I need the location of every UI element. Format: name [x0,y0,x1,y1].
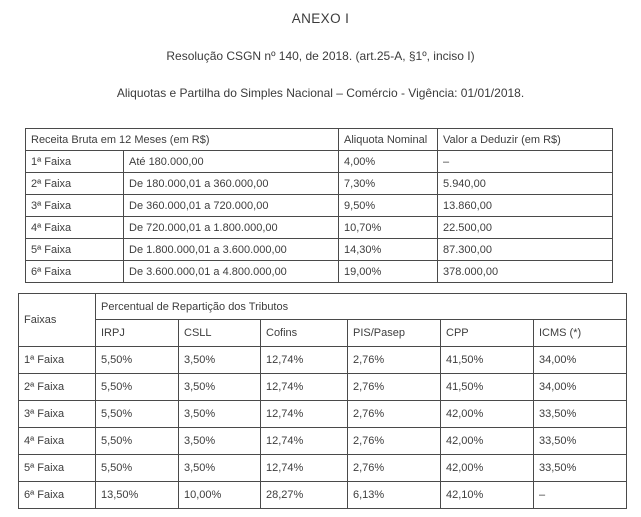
faixa-label: 3ª Faixa [26,195,124,217]
faixa-range: Até 180.000,00 [124,151,339,173]
table2-row [19,455,627,482]
pct-icms: 33,50% [534,401,627,428]
table1-row [26,195,613,217]
faixa-label: 2ª Faixa [26,173,124,195]
faixa-deduzir: – [438,151,613,173]
table2-header-faixas: Faixas [19,294,96,347]
pct-irpj: 5,50% [96,401,179,428]
scope-subtitle: Aliquotas e Partilha do Simples Nacional – Comércio - Vigência: 01/01/2018. [116,86,525,100]
faixa-label: 4ª Faixa [19,428,96,455]
pct-icms: 34,00% [534,374,627,401]
faixa-deduzir: 22.500,00 [438,217,613,239]
table2-header-row-2 [19,320,627,347]
pct-pis: 2,76% [348,347,441,374]
faixa-aliquota: 9,50% [339,195,438,217]
pct-cofins: 12,74% [261,455,348,482]
table2-header-row-1 [19,294,627,320]
faixa-deduzir: 87.300,00 [438,239,613,261]
pct-cofins: 12,74% [261,428,348,455]
faixa-range: De 180.000,01 a 360.000,00 [124,173,339,195]
resolution-subtitle: Resolução CSGN nº 140, de 2018. (art.25-A, §1º, inciso I) [166,49,475,63]
table2-subheader-cofins: Cofins [261,320,348,347]
faixa-aliquota: 4,00% [339,151,438,173]
faixa-range: De 360.000,01 a 720.000,00 [124,195,339,217]
faixa-label: 5ª Faixa [26,239,124,261]
table2-row [19,374,627,401]
faixa-label: 1ª Faixa [26,151,124,173]
table2-subheader-pis: PIS/Pasep [348,320,441,347]
pct-icms: 33,50% [534,455,627,482]
faixa-aliquota: 19,00% [339,261,438,283]
faixa-label: 6ª Faixa [26,261,124,283]
table2-subheader-csll: CSLL [179,320,261,347]
pct-csll: 3,50% [179,401,261,428]
table1-header-receita: Receita Bruta em 12 Meses (em R$) [26,129,339,151]
table1-header-deduzir: Valor a Deduzir (em R$) [438,129,613,151]
pct-irpj: 13,50% [96,482,179,509]
faixa-range: De 1.800.000,01 a 3.600.000,00 [124,239,339,261]
pct-icms: 33,50% [534,428,627,455]
table1-row [26,239,613,261]
faixa-label: 5ª Faixa [19,455,96,482]
pct-csll: 10,00% [179,482,261,509]
reparticao-table [18,293,627,509]
faixa-deduzir: 13.860,00 [438,195,613,217]
faixa-label: 3ª Faixa [19,401,96,428]
pct-icms: 34,00% [534,347,627,374]
table1-row [26,217,613,239]
table1-row [26,173,613,195]
pct-pis: 2,76% [348,374,441,401]
pct-csll: 3,50% [179,347,261,374]
pct-cofins: 28,27% [261,482,348,509]
table2-row [19,428,627,455]
aliquotas-table [25,128,613,283]
pct-pis: 2,76% [348,401,441,428]
table1-header-aliquota: Aliquota Nominal [339,129,438,151]
faixa-aliquota: 10,70% [339,217,438,239]
faixa-deduzir: 378.000,00 [438,261,613,283]
pct-irpj: 5,50% [96,428,179,455]
pct-csll: 3,50% [179,428,261,455]
table2-subheader-icms: ICMS (*) [534,320,627,347]
pct-csll: 3,50% [179,374,261,401]
faixa-label: 2ª Faixa [19,374,96,401]
pct-irpj: 5,50% [96,374,179,401]
pct-irpj: 5,50% [96,455,179,482]
faixa-aliquota: 7,30% [339,173,438,195]
table2-row [19,482,627,509]
table1-row [26,151,613,173]
pct-csll: 3,50% [179,455,261,482]
table2-subheader-cpp: CPP [441,320,534,347]
table2-row [19,347,627,374]
pct-cpp: 41,50% [441,374,534,401]
faixa-label: 1ª Faixa [19,347,96,374]
pct-cofins: 12,74% [261,401,348,428]
pct-pis: 6,13% [348,482,441,509]
faixa-label: 6ª Faixa [19,482,96,509]
pct-icms: – [534,482,627,509]
pct-cpp: 42,00% [441,401,534,428]
pct-pis: 2,76% [348,428,441,455]
pct-cofins: 12,74% [261,374,348,401]
page-title: ANEXO I [291,11,350,26]
table2-subheader-irpj: IRPJ [96,320,179,347]
faixa-range: De 720.000,01 a 1.800.000,00 [124,217,339,239]
faixa-label: 4ª Faixa [26,217,124,239]
pct-cpp: 42,00% [441,455,534,482]
pct-pis: 2,76% [348,455,441,482]
faixa-range: De 3.600.000,01 a 4.800.000,00 [124,261,339,283]
faixa-aliquota: 14,30% [339,239,438,261]
table1-header-row [26,129,613,151]
pct-cpp: 42,10% [441,482,534,509]
pct-irpj: 5,50% [96,347,179,374]
faixa-deduzir: 5.940,00 [438,173,613,195]
pct-cpp: 42,00% [441,428,534,455]
table1-row [26,261,613,283]
pct-cofins: 12,74% [261,347,348,374]
pct-cpp: 41,50% [441,347,534,374]
table2-row [19,401,627,428]
table2-header-group: Percentual de Repartição dos Tributos [96,294,627,320]
